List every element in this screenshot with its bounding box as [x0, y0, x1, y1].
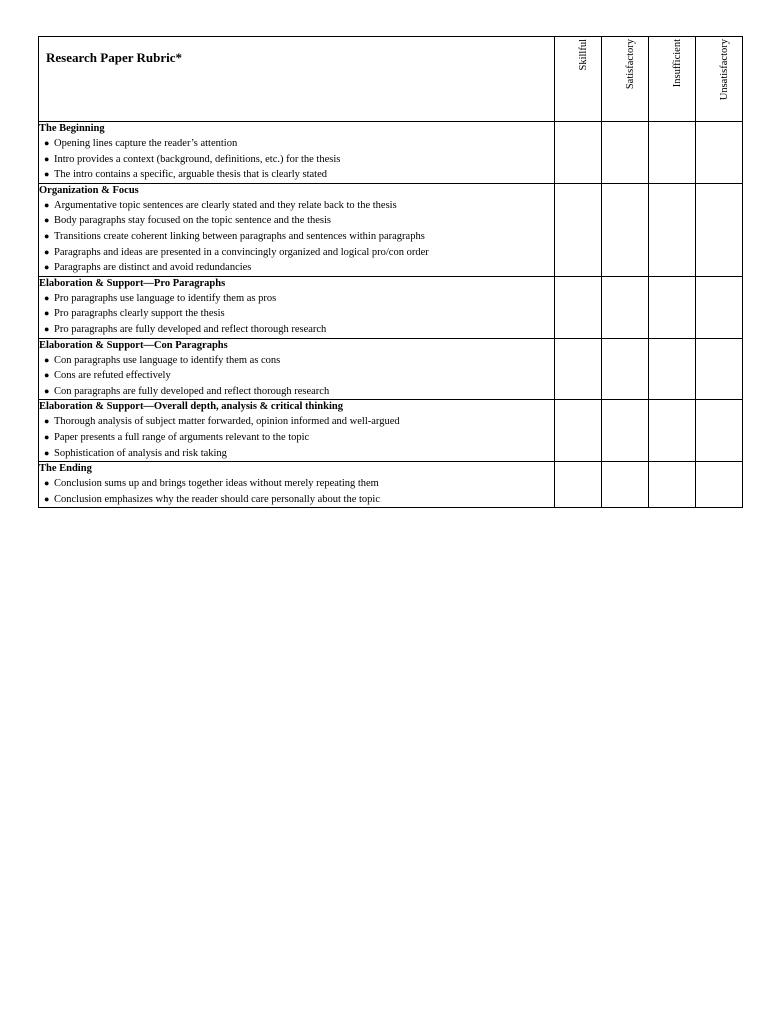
criteria-text: Argumentative topic sentences are clearly stated and they relate back to the thesis	[54, 199, 397, 211]
section-title: Elaboration & Support—Pro Paragraphs	[39, 277, 226, 289]
section-criteria-cell	[39, 462, 555, 508]
criteria-item	[39, 446, 554, 462]
bullet-icon: ●	[44, 292, 50, 303]
criteria-item	[39, 368, 554, 384]
criteria-text: Paragraphs are distinct and avoid redundancies	[54, 262, 252, 274]
bullet-icon: ●	[44, 215, 50, 226]
rubric-section-row	[39, 338, 743, 400]
criteria-text: Pro paragraphs use language to identify them as pros	[54, 292, 277, 304]
bullet-icon: ●	[44, 153, 50, 164]
criteria-text: Paragraphs and ideas are presented in a convincingly organized and logical pro/con order	[54, 246, 429, 258]
bullet-icon: ●	[44, 246, 50, 257]
criteria-item	[39, 430, 554, 446]
title-cell	[39, 37, 555, 122]
criteria-item	[39, 492, 554, 508]
criteria-item	[39, 152, 554, 168]
criteria-text: Conclusion sums up and brings together ideas without merely repeating them	[54, 478, 379, 490]
criteria-item	[39, 213, 554, 229]
rating-cell-insufficient[interactable]	[649, 400, 696, 462]
criteria-text: Opening lines capture the reader’s attention	[54, 138, 238, 149]
rating-cell-satisfactory[interactable]	[602, 122, 649, 184]
bullet-icon: ●	[44, 354, 50, 365]
bullet-icon: ●	[44, 447, 50, 458]
criteria-text: Paper presents a full range of arguments relevant to the topic	[54, 431, 310, 443]
rating-cell-satisfactory[interactable]	[602, 400, 649, 462]
criteria-item	[39, 229, 554, 245]
criteria-text: Body paragraphs stay focused on the topic sentence and the thesis	[54, 215, 332, 227]
bullet-icon: ●	[44, 262, 50, 273]
criteria-item	[39, 198, 554, 214]
bullet-icon: ●	[44, 416, 50, 427]
rating-cell-insufficient[interactable]	[649, 276, 696, 338]
section-title: Elaboration & Support—Con Paragraphs	[39, 339, 228, 351]
criteria-text: Pro paragraphs are fully developed and reflect thorough research	[54, 323, 327, 335]
section-title: Organization & Focus	[39, 184, 139, 196]
criteria-text: Cons are refuted effectively	[54, 370, 171, 382]
criteria-list	[39, 353, 554, 400]
section-title: Elaboration & Support—Overall depth, analysis & critical thinking	[39, 401, 343, 413]
rubric-section-row	[39, 276, 743, 338]
rating-cell-skillful[interactable]	[555, 183, 602, 276]
rating-cell-unsatisfactory[interactable]	[696, 338, 743, 400]
section-title: The Beginning	[39, 123, 105, 134]
section-criteria-cell	[39, 276, 555, 338]
rating-cell-insufficient[interactable]	[649, 122, 696, 184]
section-criteria-cell	[39, 400, 555, 462]
bullet-icon: ●	[44, 370, 50, 381]
rubric-section-row	[39, 183, 743, 276]
rating-cell-insufficient[interactable]	[649, 183, 696, 276]
section-criteria-cell	[39, 338, 555, 400]
rating-cell-insufficient[interactable]	[649, 462, 696, 508]
bullet-icon: ●	[44, 169, 50, 180]
rubric-section-row	[39, 400, 743, 462]
rating-cell-unsatisfactory[interactable]	[696, 122, 743, 184]
rating-label-satisfactory: Satisfactory	[625, 39, 636, 90]
rating-cell-satisfactory[interactable]	[602, 183, 649, 276]
rating-header-insufficient	[649, 37, 696, 122]
criteria-item	[39, 322, 554, 338]
criteria-list	[39, 414, 554, 461]
rubric-table	[38, 36, 743, 508]
criteria-item	[39, 476, 554, 492]
section-title: The Ending	[39, 463, 92, 475]
criteria-text: Thorough analysis of subject matter forwarded, opinion informed and well-argued	[54, 416, 400, 428]
bullet-icon: ●	[44, 478, 50, 489]
criteria-list	[39, 291, 554, 338]
criteria-text: Conclusion emphasizes why the reader should care personally about the topic	[54, 493, 380, 505]
rating-cell-unsatisfactory[interactable]	[696, 276, 743, 338]
rubric-section-row	[39, 122, 743, 184]
criteria-item	[39, 306, 554, 322]
rating-cell-unsatisfactory[interactable]	[696, 183, 743, 276]
criteria-list	[39, 198, 554, 276]
criteria-text: The intro contains a specific, arguable thesis that is clearly stated	[54, 169, 328, 181]
rating-cell-satisfactory[interactable]	[602, 462, 649, 508]
rating-cell-insufficient[interactable]	[649, 338, 696, 400]
criteria-item	[39, 167, 554, 183]
rating-cell-unsatisfactory[interactable]	[696, 400, 743, 462]
criteria-item	[39, 291, 554, 307]
criteria-item	[39, 353, 554, 369]
section-criteria-cell	[39, 183, 555, 276]
criteria-item	[39, 414, 554, 430]
section-criteria-cell	[39, 122, 555, 184]
rubric-title: Research Paper Rubric*	[46, 50, 182, 65]
criteria-text: Pro paragraphs clearly support the thesis	[54, 308, 225, 320]
rating-header-unsatisfactory	[696, 37, 743, 122]
criteria-item	[39, 136, 554, 152]
criteria-item	[39, 384, 554, 400]
criteria-item	[39, 260, 554, 276]
bullet-icon: ●	[44, 323, 50, 334]
bullet-icon: ●	[44, 138, 50, 148]
rating-cell-satisfactory[interactable]	[602, 276, 649, 338]
rating-cell-unsatisfactory[interactable]	[696, 462, 743, 508]
bullet-icon: ●	[44, 493, 50, 504]
rating-header-skillful	[555, 37, 602, 122]
criteria-text: Transitions create coherent linking between paragraphs and sentences within paragraphs	[54, 230, 425, 242]
rating-cell-satisfactory[interactable]	[602, 338, 649, 400]
rating-cell-skillful[interactable]	[555, 122, 602, 184]
criteria-text: Sophistication of analysis and risk taking	[54, 447, 227, 459]
rating-label-unsatisfactory: Unsatisfactory	[719, 39, 730, 101]
bullet-icon: ●	[44, 431, 50, 442]
header-row	[39, 37, 743, 122]
bullet-icon: ●	[44, 308, 50, 319]
bullet-icon: ●	[44, 385, 50, 396]
criteria-list	[39, 476, 554, 507]
bullet-icon: ●	[44, 230, 50, 241]
criteria-text: Con paragraphs use language to identify them as cons	[54, 354, 281, 366]
rating-cell-skillful[interactable]	[555, 338, 602, 400]
criteria-text: Intro provides a context (background, definitions, etc.) for the thesis	[54, 153, 341, 165]
rating-label-insufficient: Insufficient	[672, 39, 683, 88]
rating-cell-skillful[interactable]	[555, 400, 602, 462]
rating-cell-skillful[interactable]	[555, 276, 602, 338]
rating-cell-skillful[interactable]	[555, 462, 602, 508]
rubric-section-row	[39, 462, 743, 508]
criteria-list	[39, 136, 554, 183]
criteria-item	[39, 245, 554, 261]
rating-header-satisfactory	[602, 37, 649, 122]
bullet-icon: ●	[44, 199, 50, 210]
criteria-text: Con paragraphs are fully developed and reflect thorough research	[54, 385, 330, 397]
rating-label-skillful: Skillful	[578, 39, 589, 71]
